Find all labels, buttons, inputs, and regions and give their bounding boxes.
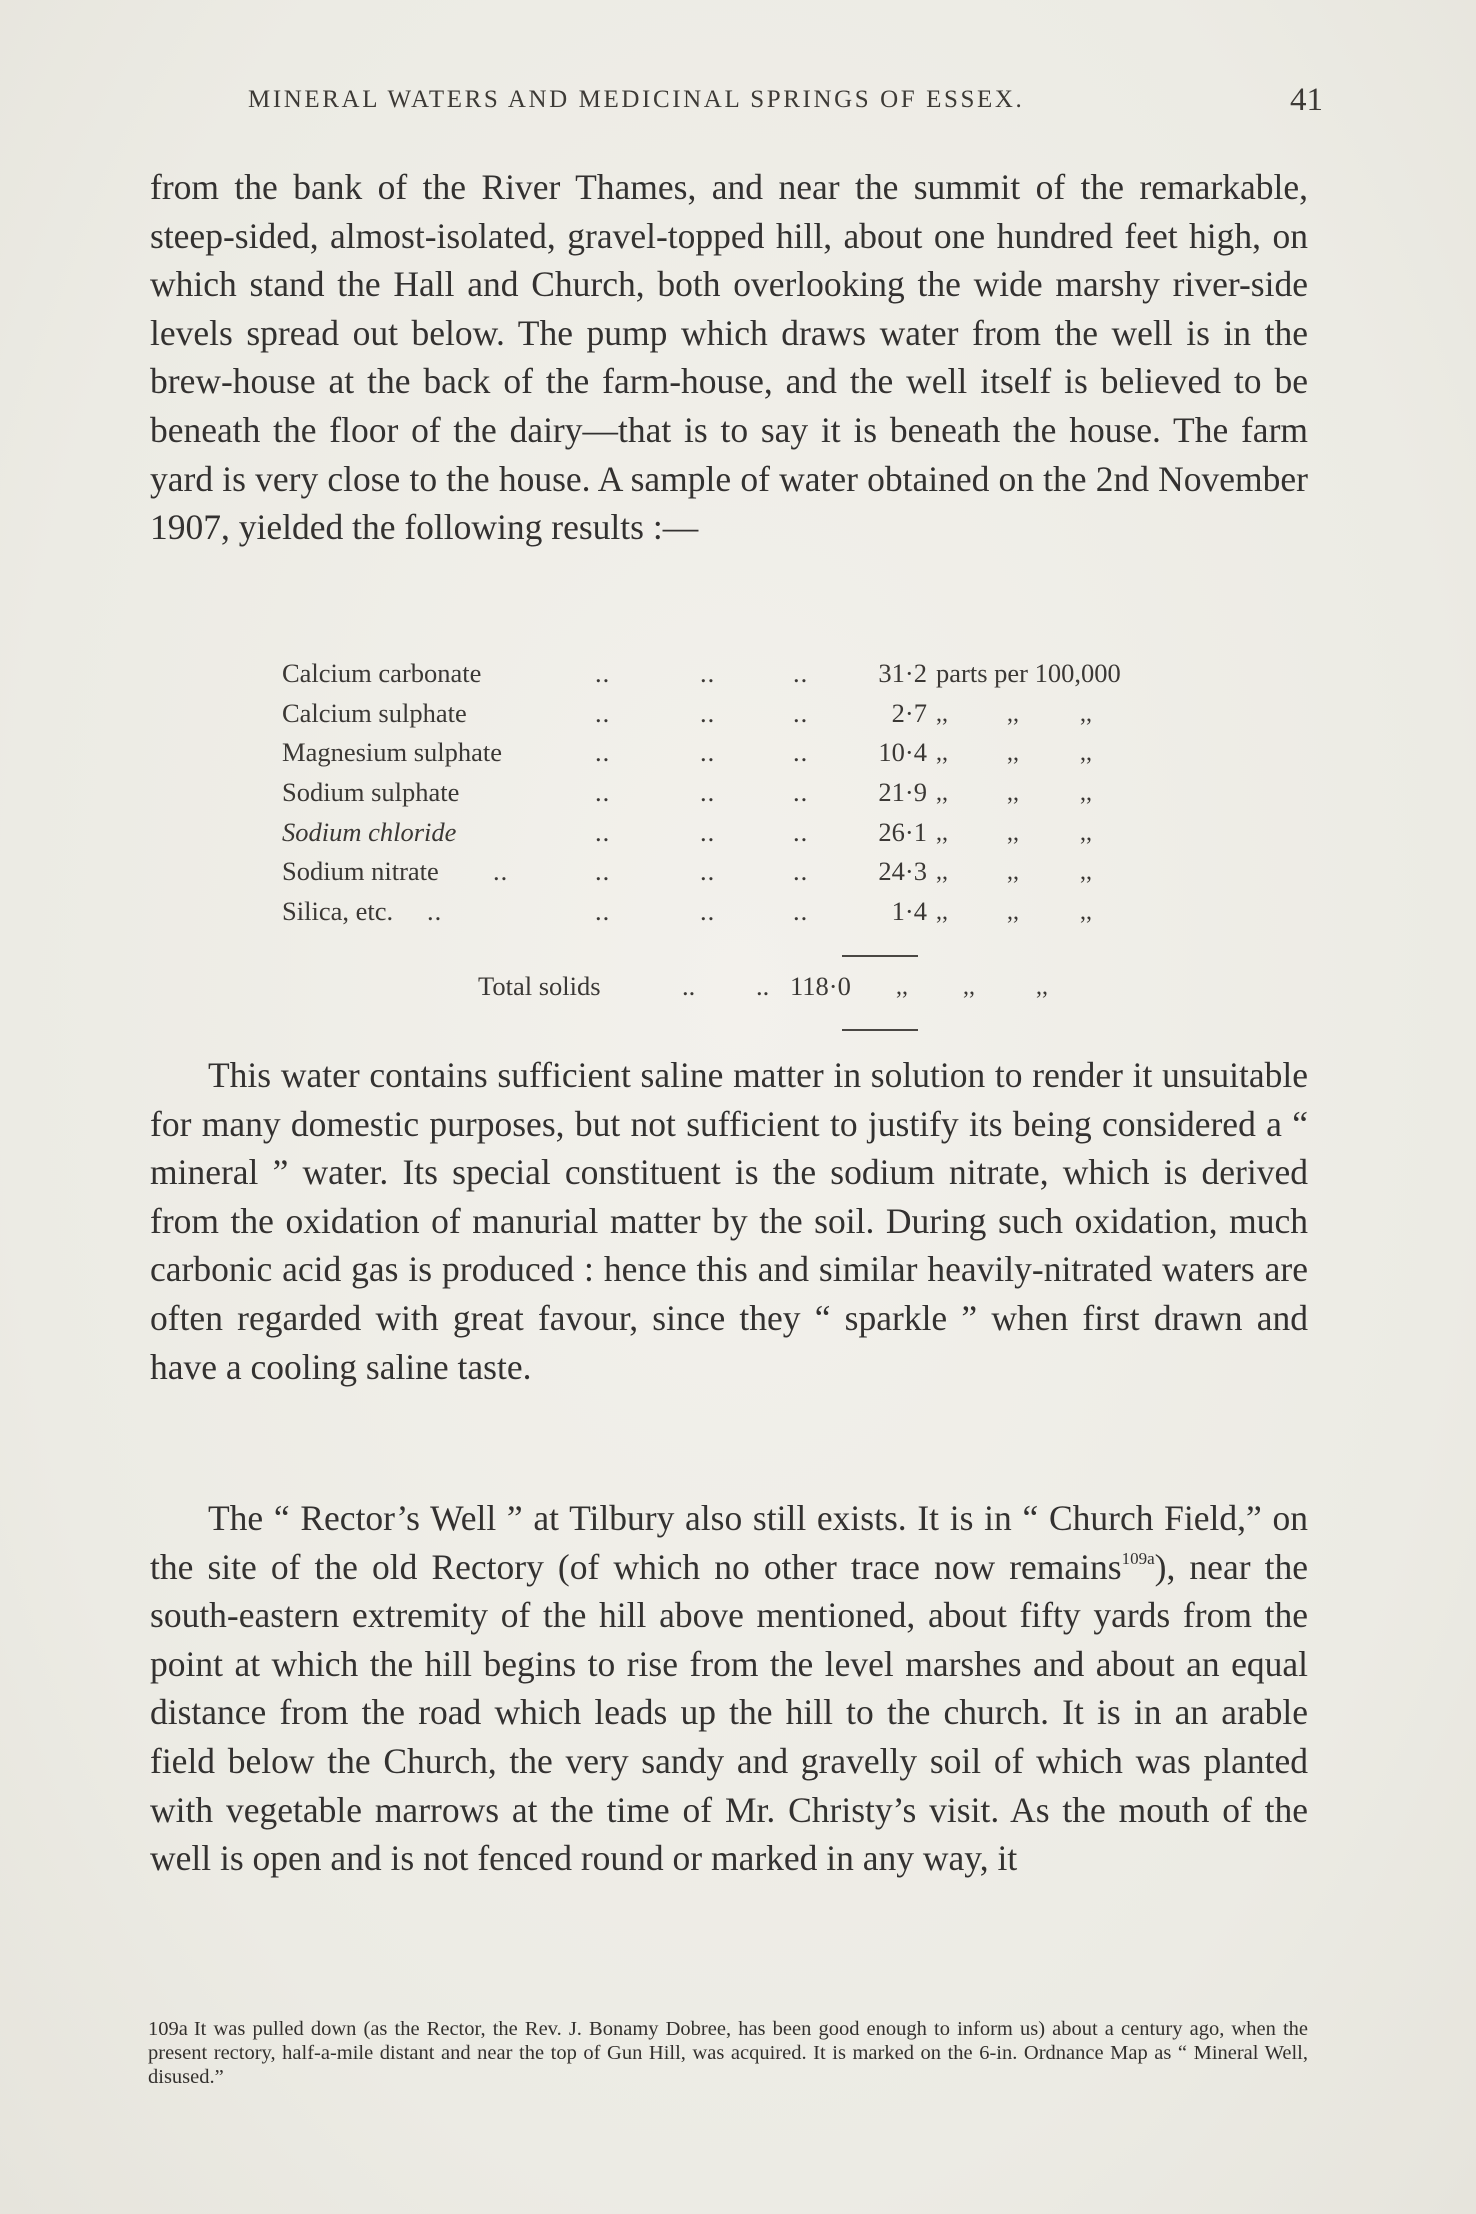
substance-value: 26·1 <box>878 816 927 847</box>
leader-dots: .. <box>595 697 611 728</box>
substance-name: Calcium carbonate <box>282 658 482 688</box>
analysis-row <box>282 856 1182 896</box>
ditto-mark: ,, <box>1007 859 1019 886</box>
leader-dots: .. <box>793 856 809 887</box>
running-title: MINERAL WATERS AND MEDICINAL SPRINGS OF ESSEX. <box>248 86 1025 113</box>
total-leader-1: .. <box>682 971 696 1001</box>
leader-dots: .. <box>595 896 611 927</box>
leader-dots: .. <box>793 737 809 768</box>
substance-value: 1·4 <box>891 896 927 927</box>
substance-name: Calcium sulphate <box>282 697 467 728</box>
unit-label: parts per 100,000 <box>936 658 1121 688</box>
leader-dots: .. <box>700 658 716 688</box>
substance-value: 2·7 <box>891 697 927 728</box>
ditto-mark: ,, <box>1007 899 1019 926</box>
ditto-mark: ,, <box>1007 819 1019 846</box>
ditto-mark: ,, <box>936 819 948 846</box>
rectors-well-text-2: ), near the south-eastern extremity of the hill above mentioned, about fifty yards from the point at which the hill begins to rise from the level marshes and about an equal distance from the road which leads up the hill to the church. It is in an arable field below the Church, the very sandy and gravelly soil of which was planted with vegetable marrows at the time of Mr. Christy’s visit. As the mouth of the well is open and is not fenced round or marked in any way, it <box>150 1546 1308 1879</box>
analysis-row <box>282 737 1182 777</box>
ditto-mark: ,, <box>1080 899 1092 926</box>
substance-name: Magnesium sulphate <box>282 737 503 768</box>
total-ditto-1: ,, <box>896 974 908 1000</box>
ditto-mark: ,, <box>1080 819 1092 846</box>
substance-value: 21·9 <box>878 777 927 808</box>
leader-dots: .. <box>595 777 611 808</box>
substance-value: 31·2 <box>878 658 927 688</box>
ditto-mark: ,, <box>936 700 948 727</box>
ditto-mark: ,, <box>1007 740 1019 767</box>
footnote-mark: 109a <box>148 2018 188 2040</box>
leader-dots: .. <box>793 896 809 927</box>
leader-dots: .. <box>427 896 443 927</box>
leader-dots: .. <box>493 856 509 887</box>
analysis-row <box>282 698 1182 738</box>
leader-dots: .. <box>793 816 809 847</box>
leader-dots: .. <box>793 658 809 688</box>
substance-value: 24·3 <box>878 856 927 887</box>
total-rule-bottom <box>842 1029 918 1031</box>
substance-name: Sodium nitrate <box>282 856 439 887</box>
total-rule-top <box>842 955 918 957</box>
footnote-text: It was pulled down (as the Rector, the Rev. J. Bonamy Dobree, has been good enough to inform us) about a century ago, when the present rectory, half-a-mile distant and near the top of Gun Hill, was acquired. It is marked on the 6-in. Ordnance Map as “ Mineral Well, disused.” <box>148 2018 1308 2088</box>
ditto-mark: ,, <box>1080 859 1092 886</box>
rectors-well-text-1: The “ Rector’s Well ” at Tilbury also still exists. It is in “ Church Field,” on the site of the old Rectory (of which no other trace now remains <box>150 1498 1308 1587</box>
leader-dots: .. <box>700 697 716 728</box>
leader-dots: .. <box>700 856 716 887</box>
ditto-mark: ,, <box>936 899 948 926</box>
leader-dots: .. <box>595 658 611 688</box>
ditto-mark: ,, <box>1080 740 1092 767</box>
leader-dots: .. <box>700 737 716 768</box>
leader-dots: .. <box>595 816 611 847</box>
ditto-mark: ,, <box>1007 700 1019 727</box>
ditto-mark: ,, <box>936 740 948 767</box>
substance-name: Silica, etc. <box>282 896 394 927</box>
total-ditto-2: ,, <box>963 974 975 1000</box>
total-label: Total solids <box>478 971 601 1001</box>
leader-dots: .. <box>700 777 716 808</box>
leader-dots: .. <box>700 816 716 847</box>
total-row <box>282 971 1182 1011</box>
paragraph-well-description: from the bank of the River Thames, and near the summit of the remarkable, steep-sided, almost-isolated, gravel-topped hill, about one hundred feet high, on which stand the Hall and Church, both overlooking the wide marshy river-side levels spread out below. The pump which draws water from the well is in the brew-house at the back of the farm-house, and the well itself is believed to be beneath the floor of the dairy—that is to say it is beneath the house. The farm yard is very close to the house. A sample of water obtained on the 2nd November 1907, yielded the following results :— <box>150 167 1308 548</box>
ditto-mark: ,, <box>1007 780 1019 807</box>
leader-dots: .. <box>595 856 611 887</box>
analysis-table <box>282 658 1182 936</box>
leader-dots: .. <box>595 737 611 768</box>
substance-name: Sodium chloride <box>282 816 457 847</box>
total-leader-2: .. <box>756 971 770 1001</box>
total-ditto-3: ,, <box>1036 974 1048 1000</box>
ditto-mark: ,, <box>1080 780 1092 807</box>
leader-dots: .. <box>793 697 809 728</box>
analysis-row <box>282 658 1182 698</box>
total-value: 118·0 <box>790 971 851 1001</box>
substance-name: Sodium sulphate <box>282 777 460 808</box>
footnote <box>148 2017 1308 2089</box>
ditto-mark: ,, <box>936 859 948 886</box>
analysis-row <box>282 896 1182 936</box>
paragraph-water-quality: This water contains sufficient saline matter in solution to render it unsuitable for many domestic purposes, but not sufficient to justify its being considered a “ mineral ” water. Its special constituent is the sodium nitrate, which is derived from the oxidation of manurial matter by the soil. During such oxidation, much carbonic acid gas is produced : hence this and similar heavily-nitrated waters are often regarded with great favour, since they “ sparkle ” when first drawn and have a cooling saline taste. <box>150 1055 1308 1387</box>
leader-dots: .. <box>793 777 809 808</box>
analysis-row <box>282 817 1182 857</box>
substance-value: 10·4 <box>878 737 927 768</box>
leader-dots: .. <box>700 896 716 927</box>
footnote-reference: 109a <box>1121 1548 1155 1568</box>
paragraph-rectors-well <box>150 1494 1308 1883</box>
analysis-row <box>282 777 1182 817</box>
running-header <box>248 82 1323 122</box>
ditto-mark: ,, <box>1080 700 1092 727</box>
ditto-mark: ,, <box>936 780 948 807</box>
page-number: 41 <box>1290 82 1323 118</box>
